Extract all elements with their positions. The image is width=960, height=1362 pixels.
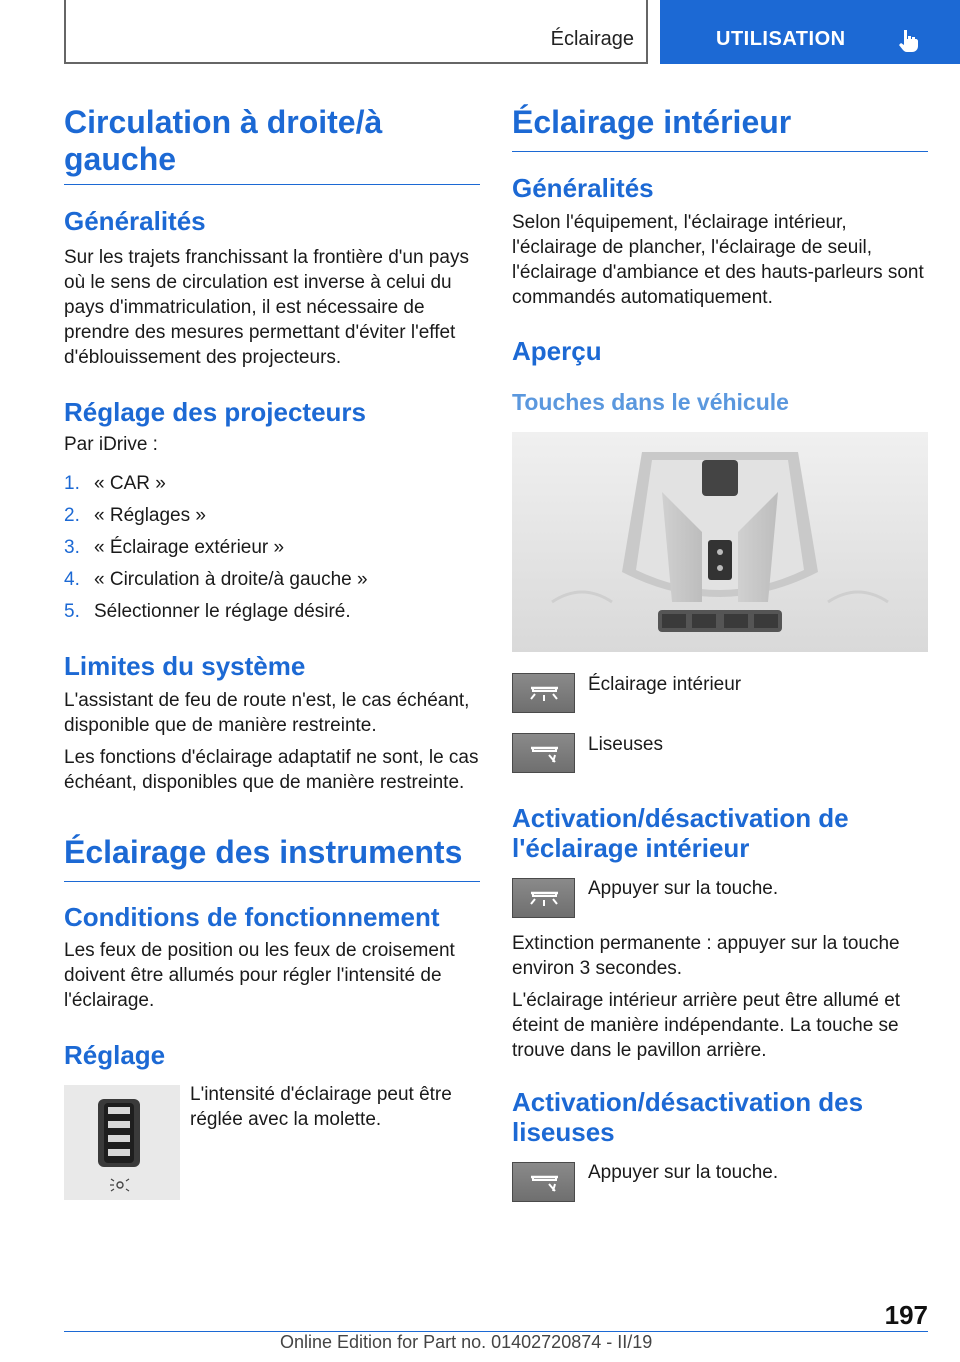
- paragraph-appuyer-2: Appuyer sur la touche.: [588, 1162, 779, 1183]
- paragraph-appuyer-1: Appuyer sur la touche.: [588, 878, 779, 899]
- header-tab-label: UTILISATION: [716, 28, 846, 50]
- interior-light-key-icon: [512, 673, 575, 713]
- header-section-box: [64, 0, 648, 64]
- steps-list: [64, 468, 480, 628]
- heading-eclairage-interieur: Éclairage intérieur: [512, 104, 928, 152]
- list-item: 1. « CAR »: [64, 473, 166, 494]
- heading-instruments: Éclairage des instruments: [64, 834, 480, 882]
- dimmer-wheel-image: [64, 1085, 180, 1200]
- paragraph-limites-1: L'assistant de feu de route n'est, le cas échéant, disponible que de manière restreinte.: [64, 690, 470, 736]
- paragraph-extinction: Extinction permanente : appuyer sur la touche environ 3 secondes.: [512, 933, 900, 979]
- paragraph-reglage: L'intensité d'éclairage peut être réglée avec la molette.: [190, 1084, 452, 1130]
- list-item: 3. « Éclairage extérieur »: [64, 537, 285, 558]
- heading-touches: Touches dans le véhicule: [512, 389, 789, 415]
- key-interior-label: Éclairage intérieur: [588, 674, 742, 695]
- hand-pointer-icon: [896, 28, 920, 52]
- heading-limites: Limites du système: [64, 651, 306, 681]
- heading-activation-interieur: Activation/désactivation de l'éclairage intérieur: [512, 803, 849, 863]
- footer-edition: Online Edition for Part no. 01402720874 - II/19: [280, 1332, 653, 1352]
- page-number: 197: [884, 1300, 928, 1330]
- heading-reglage: Réglage: [64, 1040, 166, 1070]
- paragraph-generalites-right: Selon l'équipement, l'éclairage intérieur, l'éclairage de plancher, l'éclairage de seuil, l'éclairage d'ambiance et des hauts-parleurs sont commandés automatiquement.: [512, 212, 924, 308]
- reading-light-key-icon: [512, 1162, 575, 1202]
- key-reading-label: Liseuses: [588, 734, 663, 755]
- overhead-console-image: [512, 432, 928, 652]
- header-section-title: Éclairage: [550, 28, 634, 50]
- list-item: 2. « Réglages »: [64, 505, 206, 526]
- list-item: 5. Sélectionner le réglage désiré.: [64, 601, 351, 622]
- heading-circulation: Circulation à droite/à gauche: [64, 104, 480, 185]
- paragraph-generalites-left: Sur les trajets franchissant la frontière d'un pays où le sens de circulation est inverse à celui du pays d'immatriculation, il est nécessaire de prendre des mesures permettant d'éviter l'effet d'éblouissement des projecteurs.: [64, 247, 469, 368]
- list-item: 4. « Circulation à droite/à gauche »: [64, 569, 368, 590]
- interior-light-key-icon: [512, 878, 575, 918]
- paragraph-arriere: L'éclairage intérieur arrière peut être allumé et éteint de manière indépendante. La touche se trouve dans le pavillon arrière.: [512, 990, 901, 1061]
- heading-generalites-left: Généralités: [64, 206, 206, 236]
- heading-reglage-projecteurs: Réglage des projecteurs: [64, 397, 366, 427]
- heading-apercu: Aperçu: [512, 336, 602, 366]
- heading-generalites-right: Généralités: [512, 173, 654, 203]
- paragraph-par-idrive: Par iDrive :: [64, 434, 158, 455]
- heading-activation-liseuses: Activation/désactivation des liseuses: [512, 1087, 864, 1147]
- paragraph-limites-2: Les fonctions d'éclairage adaptatif ne sont, le cas échéant, disponibles que de manière restreinte.: [64, 747, 479, 793]
- heading-conditions: Conditions de fonctionnement: [64, 902, 440, 932]
- reading-light-key-icon: [512, 733, 575, 773]
- paragraph-conditions: Les feux de position ou les feux de croisement doivent être allumés pour régler l'intensité de l'éclairage.: [64, 940, 455, 1011]
- header-tab[interactable]: [660, 0, 960, 64]
